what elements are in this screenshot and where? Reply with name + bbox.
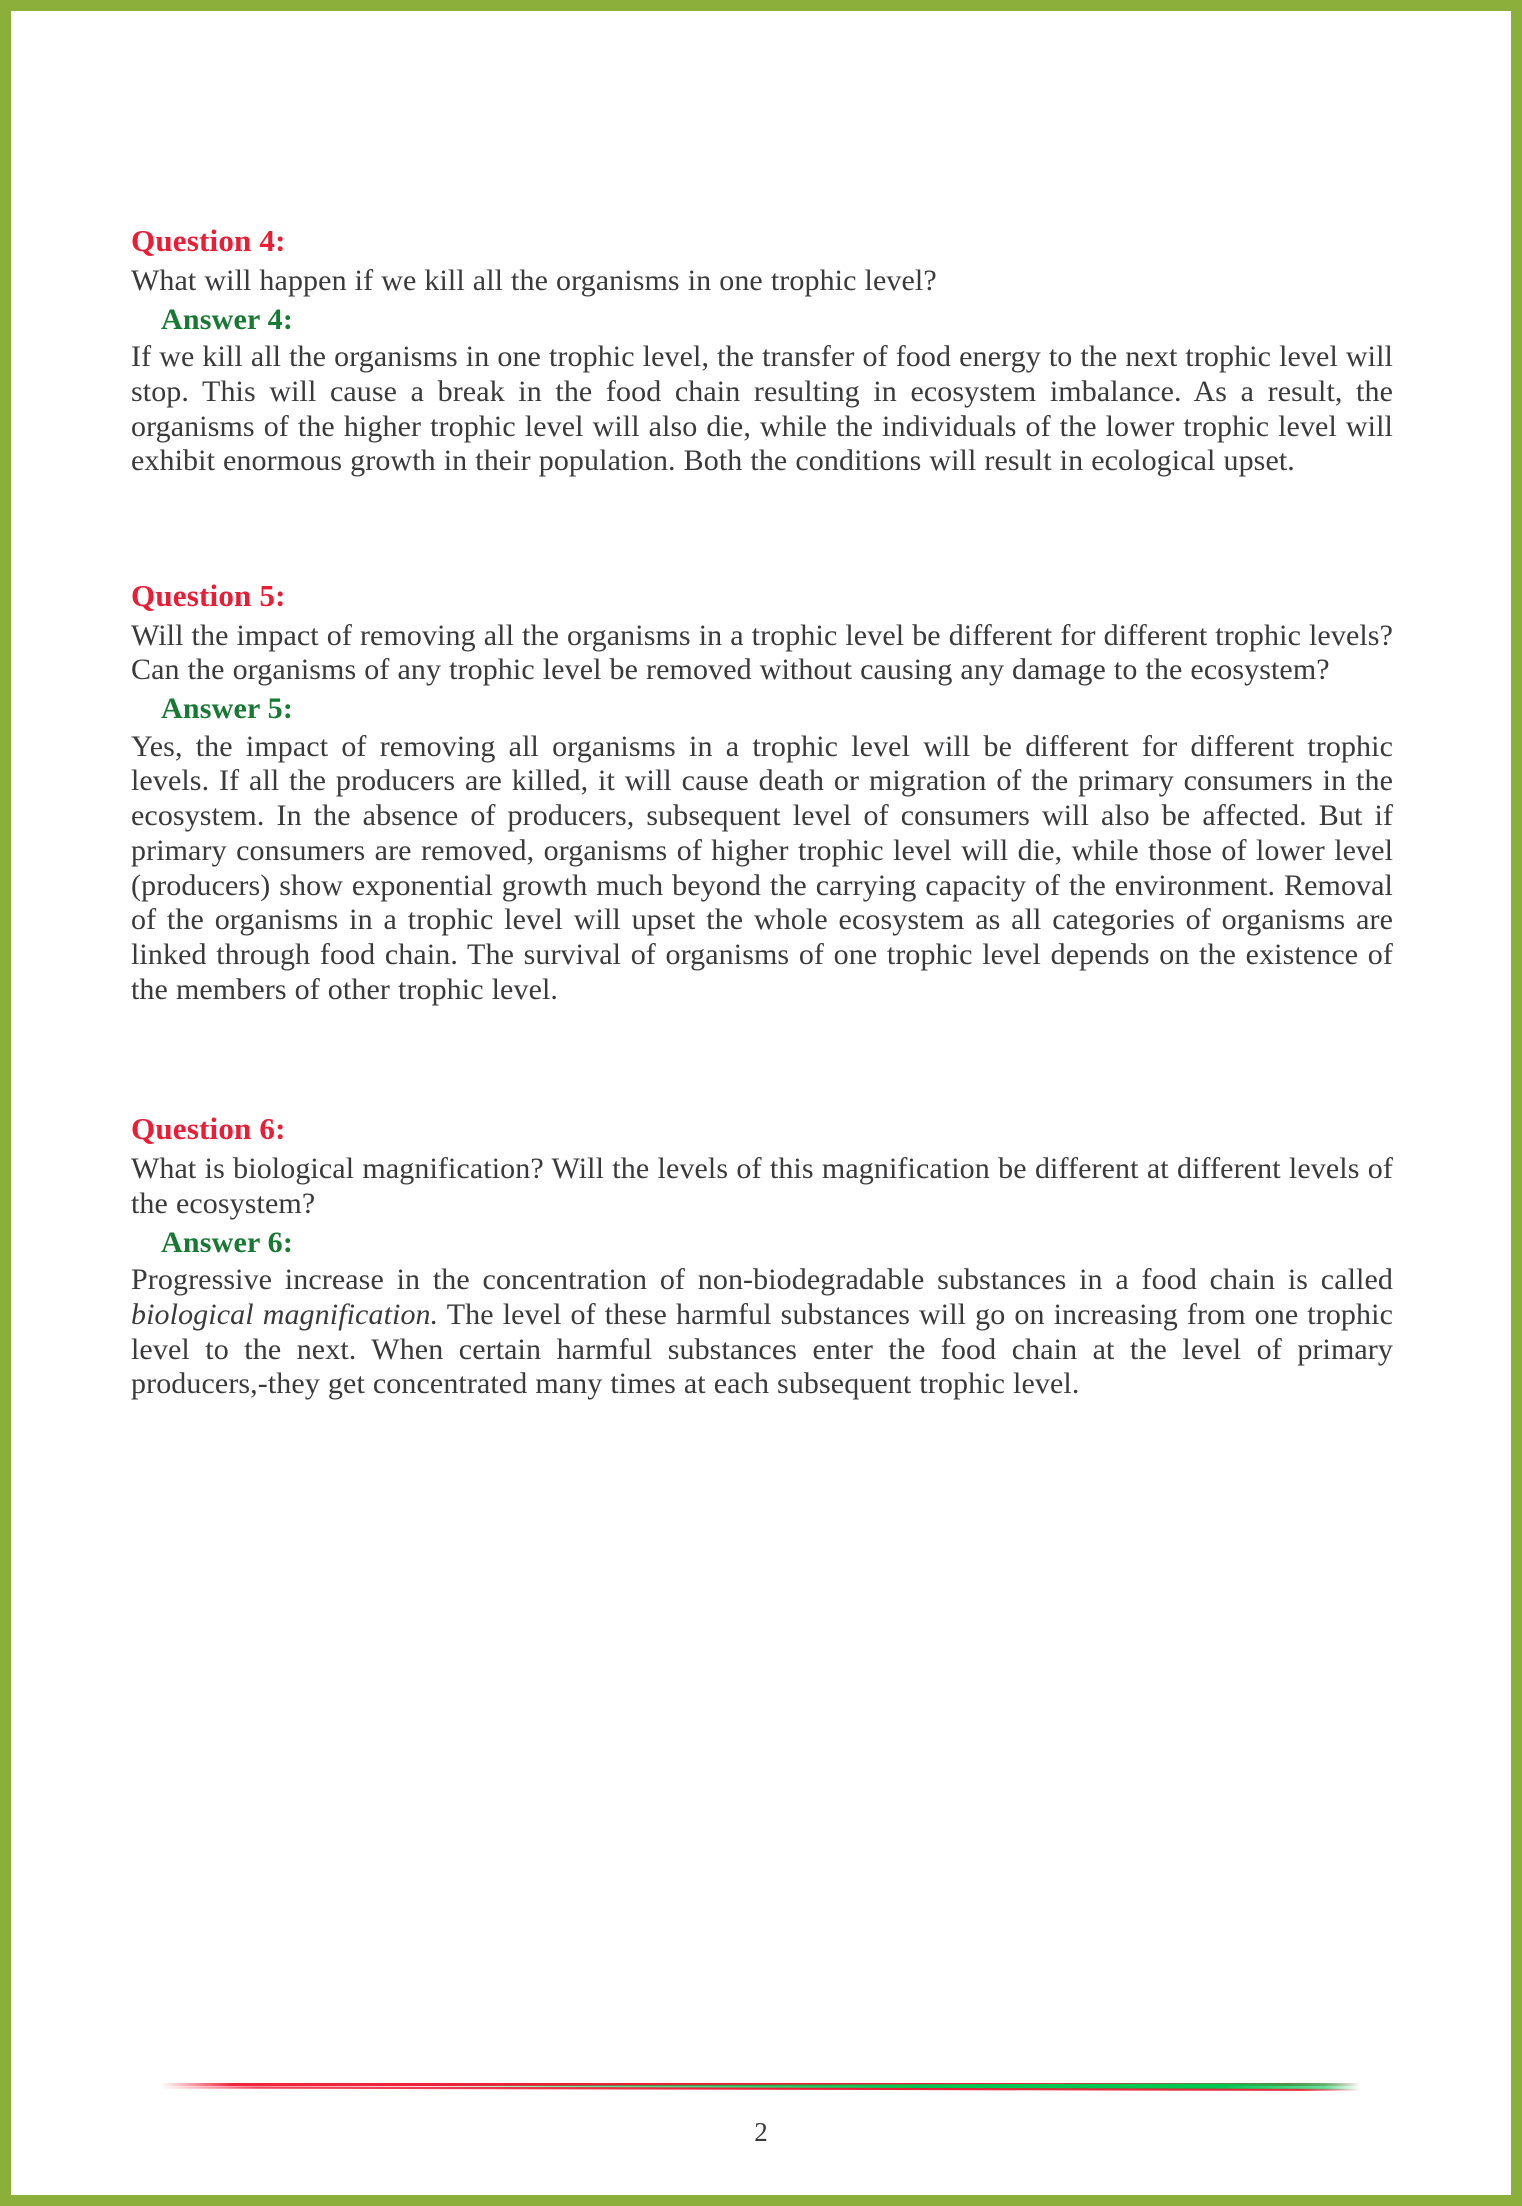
question-heading-4: Question 4: [131,223,286,258]
question-text-5: Will the impact of removing all the organisms in a trophic level be different for different trophic levels? Can the organisms of any trophic level be removed without causing any damage to the ecosystem? [131,618,1393,687]
qa-block-question-6 [131,1110,1393,1402]
question-heading-5: Question 5: [131,577,286,613]
answer-text-6-part2: The level of these harmful substances will go on increasing from one trophic level to the next. When certain harmful substances enter the food chain at the level of primary producers,-they get concentrated many times at each subsequent trophic level. [131,1297,1393,1401]
qa-block-question-5 [131,577,1393,1007]
question-text-6: What is biological magnification? Will the levels of this magnification be different at different levels of the ecosystem? [131,1152,1393,1220]
qa-block-question-4 [131,222,1393,479]
answer-text-4: If we kill all the organisms in one trophic level, the transfer of food energy to the next trophic level will stop. This will cause a break in the food chain resulting in ecosystem imbalance. As a result, the organisms of the higher trophic level will also die, while the individuals of the lower trophic level will exhibit enormous growth in their population. Both the conditions will result in ecological upset. [131,340,1393,478]
answer-text-6-italic-term: biological magnification. [131,1297,439,1331]
page-number: 2 [754,2117,768,2147]
answer-text-6-part1: Progressive increase in the concentration of non-biodegradable substances in a food chain is called [131,1263,1393,1297]
answer-heading-6: Answer 6: [161,1225,294,1259]
answer-heading-5: Answer 5: [161,692,294,726]
block-spacer-1 [131,479,1393,577]
answer-text-5: Yes, the impact of removing all organisms in a trophic level will be different for different trophic levels. If all the producers are killed, it will cause death or migration of the primary consumers in the ecosystem. In the absence of producers, subsequent level of consumers will also be affected. But if primary consumers are removed, organisms of higher trophic level will die, while those of lower level (producers) show exponential growth much beyond the carrying capacity of the environment. Removal of the organisms in a trophic level will upset the whole ecosystem as all categories of organisms are linked through food chain. The survival of organisms of one trophic level depends on the existence of the members of other trophic level. [131,729,1393,1006]
page-content [131,222,1393,1402]
answer-text-6 [131,1263,1393,1402]
question-heading-6: Question 6: [131,1111,286,1147]
question-text-4: What will happen if we kill all the organisms in one trophic level? [131,263,937,297]
answer-heading-4: Answer 4: [161,302,294,336]
block-spacer-2 [131,1007,1393,1110]
footer-divider-rule [160,2078,1360,2092]
